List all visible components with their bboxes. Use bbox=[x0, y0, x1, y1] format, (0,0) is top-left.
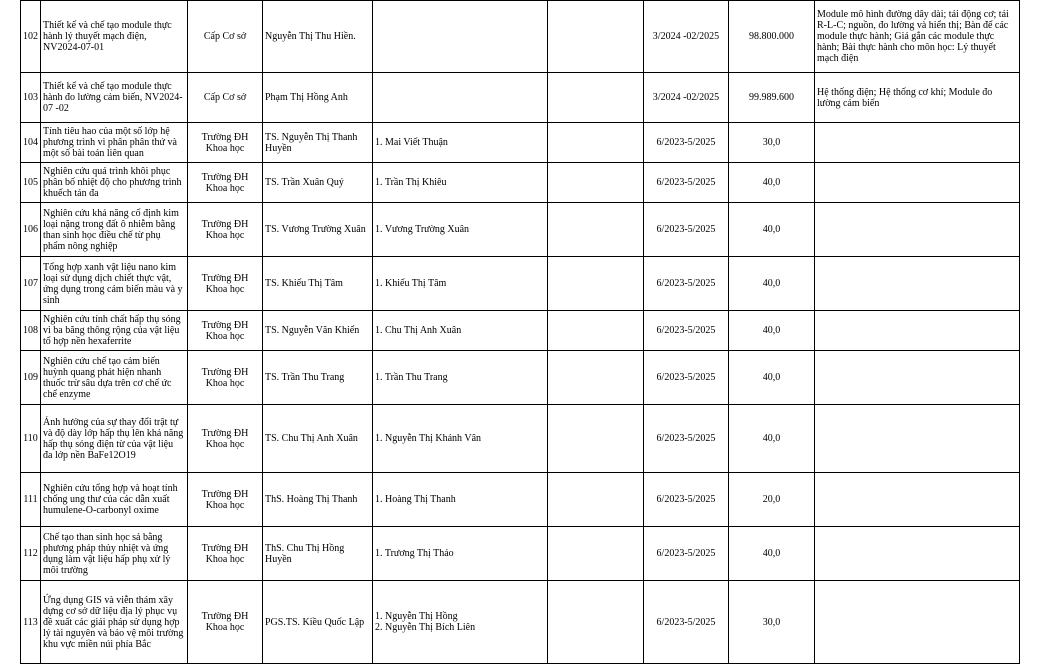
project-budget: 99.989.600 bbox=[729, 73, 815, 123]
empty-column bbox=[548, 405, 644, 473]
table-row bbox=[21, 123, 1020, 163]
project-lead: TS. Khiếu Thị Tâm bbox=[263, 257, 373, 311]
project-budget: 40,0 bbox=[729, 527, 815, 581]
project-products bbox=[815, 257, 1020, 311]
project-products bbox=[815, 123, 1020, 163]
project-products bbox=[815, 405, 1020, 473]
empty-column bbox=[548, 527, 644, 581]
project-lead: Nguyễn Thị Thu Hiền. bbox=[263, 1, 373, 73]
project-lead: ThS. Chu Thị Hồng Huyền bbox=[263, 527, 373, 581]
project-products bbox=[815, 351, 1020, 405]
empty-column bbox=[548, 123, 644, 163]
project-level: Trường ĐH Khoa học bbox=[188, 123, 263, 163]
row-number: 110 bbox=[21, 405, 41, 473]
member-name: 1. Trần Thị Khiêu bbox=[375, 177, 447, 188]
project-period: 6/2023-5/2025 bbox=[644, 581, 729, 664]
project-lead: TS. Trần Xuân Quý bbox=[263, 163, 373, 203]
project-members bbox=[373, 405, 548, 473]
table-row bbox=[21, 473, 1020, 527]
row-number: 112 bbox=[21, 527, 41, 581]
table-row bbox=[21, 163, 1020, 203]
member-name: 2. Nguyễn Thị Bích Liên bbox=[375, 622, 476, 633]
project-level: Trường ĐH Khoa học bbox=[188, 203, 263, 257]
project-name: Nghiên cứu tổng hợp và hoạt tính chống ung thư của các dẫn xuất humulene-O-carbonyl oxime bbox=[41, 473, 188, 527]
row-number: 111 bbox=[21, 473, 41, 527]
project-period: 6/2023-5/2025 bbox=[644, 473, 729, 527]
project-lead: PGS.TS. Kiều Quốc Lập bbox=[263, 581, 373, 664]
project-level: Trường ĐH Khoa học bbox=[188, 257, 263, 311]
table-row bbox=[21, 581, 1020, 664]
row-number: 109 bbox=[21, 351, 41, 405]
project-name: Ảnh hưởng của sự thay đổi trật tự và độ dày lớp hấp thụ lên khả năng hấp thụ sóng điện từ của vật liệu đa lớp nền BaFe12O19 bbox=[41, 405, 188, 473]
project-products bbox=[815, 163, 1020, 203]
project-period: 6/2023-5/2025 bbox=[644, 257, 729, 311]
table-row bbox=[21, 203, 1020, 257]
project-name: Tính tiêu hao của một số lớp hệ phương trình vi phân phân thứ và một số bài toán liên quan bbox=[41, 123, 188, 163]
project-lead: TS. Trần Thu Trang bbox=[263, 351, 373, 405]
project-members bbox=[373, 123, 548, 163]
project-name: Thiết kế và chế tạo module thực hành đo lường cảm biến, NV2024-07 -02 bbox=[41, 73, 188, 123]
project-budget: 98.800.000 bbox=[729, 1, 815, 73]
row-number: 102 bbox=[21, 1, 41, 73]
project-budget: 30,0 bbox=[729, 123, 815, 163]
empty-column bbox=[548, 163, 644, 203]
project-lead: TS. Chu Thị Anh Xuân bbox=[263, 405, 373, 473]
empty-column bbox=[548, 203, 644, 257]
project-lead: Phạm Thị Hồng Anh bbox=[263, 73, 373, 123]
project-budget: 30,0 bbox=[729, 581, 815, 664]
member-name: 1. Chu Thị Anh Xuân bbox=[375, 325, 462, 336]
project-budget: 40,0 bbox=[729, 311, 815, 351]
member-name: 1. Mai Viết Thuận bbox=[375, 137, 448, 148]
member-name: 1. Vương Trường Xuân bbox=[375, 224, 470, 235]
project-level: Trường ĐH Khoa học bbox=[188, 405, 263, 473]
empty-column bbox=[548, 351, 644, 405]
project-lead: TS. Vương Trường Xuân bbox=[263, 203, 373, 257]
project-name: Ứng dụng GIS và viễn thám xây dựng cơ sở dữ liệu địa lý phục vụ đề xuất các giải pháp sử dụng hợp lý tài nguyên và bảo vệ môi trường khu vực miền núi phía Bắc bbox=[41, 581, 188, 664]
project-name: Nghiên cứu quá trình khôi phục phân bố nhiệt độ cho phương trình khuếch tán đa bbox=[41, 163, 188, 203]
empty-column bbox=[548, 1, 644, 73]
project-period: 6/2023-5/2025 bbox=[644, 405, 729, 473]
project-members bbox=[373, 311, 548, 351]
member-name: 1. Nguyễn Thị Hồng bbox=[375, 611, 458, 622]
table-row bbox=[21, 351, 1020, 405]
row-number: 104 bbox=[21, 123, 41, 163]
member-name: 1. Nguyễn Thị Khánh Vân bbox=[375, 433, 482, 444]
project-level: Trường ĐH Khoa học bbox=[188, 581, 263, 664]
project-members bbox=[373, 473, 548, 527]
table-row bbox=[21, 257, 1020, 311]
empty-column bbox=[548, 73, 644, 123]
empty-column bbox=[548, 311, 644, 351]
project-lead: TS. Nguyễn Văn Khiển bbox=[263, 311, 373, 351]
project-period: 6/2023-5/2025 bbox=[644, 311, 729, 351]
project-members bbox=[373, 527, 548, 581]
project-products bbox=[815, 203, 1020, 257]
project-products bbox=[815, 527, 1020, 581]
project-level: Trường ĐH Khoa học bbox=[188, 163, 263, 203]
row-number: 107 bbox=[21, 257, 41, 311]
table-row bbox=[21, 405, 1020, 473]
member-name: 1. Trần Thu Trang bbox=[375, 372, 448, 383]
project-products bbox=[815, 311, 1020, 351]
project-lead: ThS. Hoàng Thị Thanh bbox=[263, 473, 373, 527]
member-name: 1. Trương Thị Thảo bbox=[375, 548, 454, 559]
project-name: Nghiên cứu tính chất hấp thụ sóng vi ba băng thông rộng của vật liệu tổ hợp nền hexaferrite bbox=[41, 311, 188, 351]
project-period: 6/2023-5/2025 bbox=[644, 527, 729, 581]
project-members bbox=[373, 351, 548, 405]
project-period: 3/2024 -02/2025 bbox=[644, 1, 729, 73]
project-products: Module mô hình đường dây dài; tải động cơ; tải R-L-C; nguồn, đo lường và hiển thị; Bàn để các module thực hành; Giá gắn các module thực hành; Bài thực hành cho môn học: Lý thuyết mạch điện bbox=[815, 1, 1020, 73]
project-budget: 40,0 bbox=[729, 203, 815, 257]
table-row bbox=[21, 527, 1020, 581]
row-number: 108 bbox=[21, 311, 41, 351]
project-members bbox=[373, 581, 548, 664]
empty-column bbox=[548, 473, 644, 527]
project-name: Chế tạo than sinh học sả bằng phương pháp thủy nhiệt và ứng dụng làm vật liệu hấp phụ xử lý môi trường bbox=[41, 527, 188, 581]
table-row bbox=[21, 311, 1020, 351]
project-members bbox=[373, 203, 548, 257]
empty-column bbox=[548, 581, 644, 664]
project-budget: 40,0 bbox=[729, 163, 815, 203]
table-row bbox=[21, 1, 1020, 73]
member-name: 1. Khiếu Thị Tâm bbox=[375, 278, 447, 289]
project-lead: TS. Nguyễn Thị Thanh Huyền bbox=[263, 123, 373, 163]
row-number: 103 bbox=[21, 73, 41, 123]
row-number: 113 bbox=[21, 581, 41, 664]
project-products bbox=[815, 581, 1020, 664]
project-name: Nghiên cứu chế tạo cảm biến huỳnh quang phát hiện nhanh thuốc trừ sâu dựa trên cơ chế ức chế enzyme bbox=[41, 351, 188, 405]
project-period: 6/2023-5/2025 bbox=[644, 123, 729, 163]
project-budget: 40,0 bbox=[729, 257, 815, 311]
project-period: 6/2023-5/2025 bbox=[644, 351, 729, 405]
empty-column bbox=[548, 257, 644, 311]
project-level: Trường ĐH Khoa học bbox=[188, 311, 263, 351]
project-budget: 40,0 bbox=[729, 405, 815, 473]
project-members bbox=[373, 163, 548, 203]
row-number: 105 bbox=[21, 163, 41, 203]
project-level: Trường ĐH Khoa học bbox=[188, 527, 263, 581]
project-members bbox=[373, 73, 548, 123]
member-name: 1. Hoàng Thị Thanh bbox=[375, 494, 456, 505]
project-level: Trường ĐH Khoa học bbox=[188, 473, 263, 527]
project-level: Cấp Cơ sở bbox=[188, 73, 263, 123]
project-level: Cấp Cơ sở bbox=[188, 1, 263, 73]
project-level: Trường ĐH Khoa học bbox=[188, 351, 263, 405]
project-budget: 40,0 bbox=[729, 351, 815, 405]
project-members bbox=[373, 257, 548, 311]
project-members bbox=[373, 1, 548, 73]
research-projects-table bbox=[20, 0, 1020, 664]
project-period: 6/2023-5/2025 bbox=[644, 203, 729, 257]
project-products bbox=[815, 473, 1020, 527]
project-period: 6/2023-5/2025 bbox=[644, 163, 729, 203]
project-name: Tổng hợp xanh vật liệu nano kim loại sử dụng dịch chiết thực vật, ứng dụng trong cảm biến màu và y sinh bbox=[41, 257, 188, 311]
project-name: Thiết kế và chế tạo module thực hành lý thuyết mạch điện, NV2024-07-01 bbox=[41, 1, 188, 73]
project-products: Hệ thống điện; Hệ thống cơ khí; Module đo lường cảm biến bbox=[815, 73, 1020, 123]
project-period: 3/2024 -02/2025 bbox=[644, 73, 729, 123]
table-row bbox=[21, 73, 1020, 123]
project-name: Nghiên cứu khả năng cố định kim loại nặng trong đất ô nhiễm bằng than sinh học điều chế từ phụ phẩm nông nghiệp bbox=[41, 203, 188, 257]
row-number: 106 bbox=[21, 203, 41, 257]
project-budget: 20,0 bbox=[729, 473, 815, 527]
